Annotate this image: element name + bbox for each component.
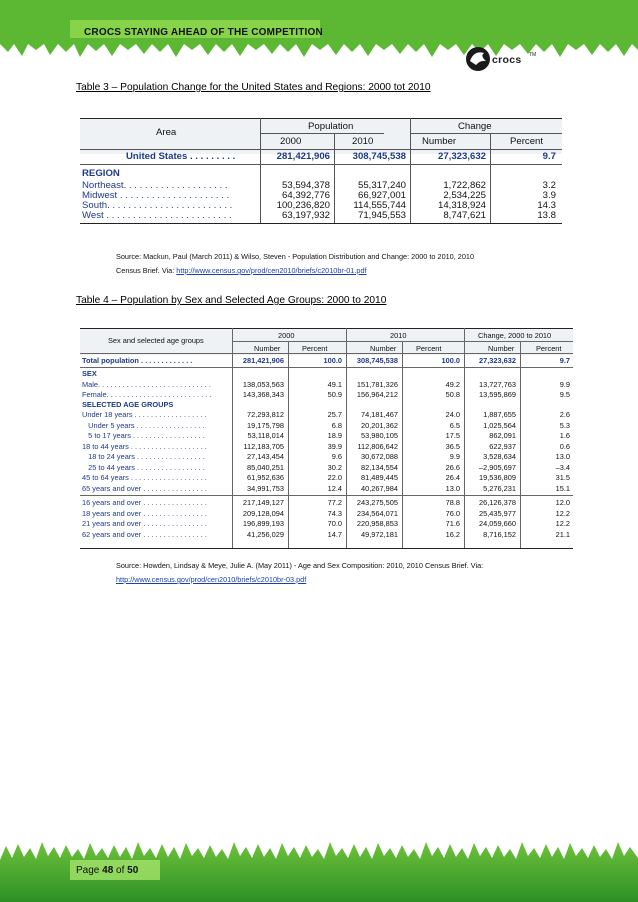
table3-header-divider <box>410 133 562 134</box>
table3-cell: 1,722,862 <box>443 180 486 191</box>
table4-header-number: Number <box>488 344 515 353</box>
crocs-logo-tm: TM <box>529 52 537 58</box>
table4-cell: 234,564,071 <box>356 508 398 518</box>
table3-us-2010: 308,745,538 <box>352 151 406 162</box>
page-number-current: 48 <box>102 865 114 876</box>
table4-col-divider <box>464 328 465 548</box>
table3-header-bottom <box>80 149 562 150</box>
table4-cell: 622,937 <box>489 441 516 451</box>
table4-cell: 862,091 <box>489 431 516 440</box>
table4-col-divider <box>288 341 289 548</box>
table4-header-number: Number <box>254 344 281 353</box>
table4-cell: 30,672,088 <box>361 452 398 461</box>
table4-row-label: 18 to 44 years . . . . . . . . . . . . . . . . . . . <box>82 441 207 451</box>
document-header-title: CROCS STAYING AHEAD OF THE COMPETITION <box>84 27 323 38</box>
table3-cell: 114,555,744 <box>353 200 406 211</box>
table4-cell: 12.0 <box>555 498 570 507</box>
table4-cell: 8,716,152 <box>483 529 516 539</box>
crocs-logo-text: crocs <box>492 54 522 66</box>
table3-source-line1: Source: Mackun, Paul (March 2011) & Wilso, Steven - Population Distribution and Change: 2000 to 2010, 2010 <box>116 252 475 261</box>
table4-divider <box>80 367 573 368</box>
table4-row-label: 21 years and over . . . . . . . . . . . . . . . . <box>82 519 207 528</box>
table3-source-line2 <box>116 264 474 278</box>
table4-row-label: Total population . . . . . . . . . . . . . <box>82 356 193 365</box>
table4-source-line2 <box>116 573 483 587</box>
table3-cell: 100,236,820 <box>276 200 330 211</box>
table4-source-line1: Source: Howden, Lindsay & Meye, Julie A. (May 2011) - Age and Sex Composition: 2010, 2010 Census Brief. Via: <box>116 561 484 570</box>
table3-cell: 8,747,621 <box>443 210 486 221</box>
table4-cell: 26.6 <box>445 462 460 472</box>
table4-cell: 81,489,445 <box>361 473 398 482</box>
table4-cell: 13.0 <box>445 483 460 493</box>
table4-cell: 217,149,127 <box>242 498 284 507</box>
table4-cell: 76.0 <box>445 508 460 518</box>
table4-row-label: Under 5 years . . . . . . . . . . . . . . . . . <box>82 420 205 430</box>
table4-cell: 50.8 <box>445 389 460 399</box>
table4-row-label: 25 to 44 years . . . . . . . . . . . . . . . . . <box>82 462 205 472</box>
table3-header-change: Change <box>458 121 492 132</box>
table3-source-link[interactable]: http://www.census.gov/prod/cen2010/briefs/c2010br-01.pdf <box>176 266 367 275</box>
table3-us-number: 27,323,632 <box>437 151 486 162</box>
table4-header-bottom <box>80 353 573 354</box>
table4-cell: 36.5 <box>445 441 460 451</box>
table4-cell: 27,143,454 <box>247 452 284 461</box>
table4-header-percent: Percent <box>536 344 562 353</box>
table3-cell: 14.3 <box>537 200 556 211</box>
table4-section-title: SELECTED AGE GROUPS <box>82 399 174 409</box>
table4-cell: 1,887,655 <box>483 410 516 419</box>
table4-source-link[interactable]: http://www.census.gov/prod/cen2010/briefs/c2010br-03.pdf <box>116 575 307 584</box>
table4-cell: 138,053,563 <box>242 379 284 389</box>
table4-cell: 74,181,467 <box>361 410 398 419</box>
table4-cell: 12.2 <box>555 508 570 518</box>
table4-header-change: Change, 2000 to 2010 <box>478 331 552 340</box>
table3-population-change <box>80 115 562 225</box>
table4-cell: 12.4 <box>327 483 342 493</box>
table3-header-divider <box>260 133 384 134</box>
page-number-total: 50 <box>127 865 139 876</box>
table4-cell: 53,980,105 <box>361 431 398 440</box>
table4-cell: 16.2 <box>445 529 460 539</box>
table3-row-label: South. . . . . . . . . . . . . . . . . . . . . . . . <box>82 200 233 211</box>
table4-cell: 9.5 <box>559 389 570 399</box>
table4-cell: 78.8 <box>445 498 460 507</box>
table3-cell: 14,318,924 <box>437 200 486 211</box>
table4-cell: 18.9 <box>327 431 342 440</box>
table3-cell: 53,594,378 <box>281 180 330 191</box>
table3-header-2010: 2010 <box>352 136 374 147</box>
table4-source <box>116 559 483 587</box>
table4-cell: –3.4 <box>555 462 570 472</box>
table4-cell: 24.0 <box>445 410 460 419</box>
table4-cell: 19,536,809 <box>479 473 516 482</box>
table3-us-percent: 9.7 <box>542 151 556 162</box>
table4-cell: 143,368,343 <box>242 389 284 399</box>
table4-cell: 70.0 <box>327 519 342 528</box>
table4-header-col0: Sex and selected age groups <box>108 336 204 345</box>
table4-cell: 50.9 <box>327 389 342 399</box>
table4-bottom-rule <box>80 548 573 549</box>
table4-row-label: 5 to 17 years . . . . . . . . . . . . . . . . . . <box>82 431 205 440</box>
table4-cell: 71.6 <box>445 519 460 528</box>
table4-cell: 112,806,642 <box>357 441 398 451</box>
page-number-prefix: Page <box>76 865 103 876</box>
table4-cell: –2,905,697 <box>479 462 516 472</box>
table3-row-label: Northeast. . . . . . . . . . . . . . . . . . . . <box>82 180 228 191</box>
table4-cell: 22.0 <box>327 473 342 482</box>
table4-col-divider <box>346 328 347 548</box>
table4-cell: 49.1 <box>327 379 342 389</box>
table4-cell: 0.6 <box>559 441 570 451</box>
table3-cell: 3.2 <box>542 180 556 191</box>
table3-us-2000: 281,421,906 <box>276 151 330 162</box>
table3-header-area: Area <box>156 127 177 138</box>
table4-row-label: 62 years and over . . . . . . . . . . . . . . . . <box>82 529 207 539</box>
table4-cell: 61,952,636 <box>247 473 284 482</box>
table4-header-percent: Percent <box>416 344 442 353</box>
table3-source-prefix: Census Brief. Via: <box>116 266 177 275</box>
table3-us-label: United States . . . . . . . . . <box>126 151 236 162</box>
table4-cell: 243,275,505 <box>356 498 398 507</box>
table4-cell: 74.3 <box>327 508 342 518</box>
table4-cell: 281,421,906 <box>242 356 284 365</box>
table3-col-divider <box>490 133 491 223</box>
table4-cell: 100.0 <box>441 356 460 365</box>
table4-cell: 41,256,029 <box>247 529 284 539</box>
table3-us-bottom <box>80 164 562 165</box>
table3-header-population: Population <box>308 121 354 132</box>
table4-cell: 1,025,564 <box>483 420 516 430</box>
table4-cell: 220,958,853 <box>356 519 398 528</box>
table4-row-label: 16 years and over . . . . . . . . . . . . . . . . <box>82 498 207 507</box>
table4-cell: 77.2 <box>327 498 342 507</box>
table4-cell: 112,183,705 <box>243 441 284 451</box>
table4-cell: 39.9 <box>327 441 342 451</box>
table4-cell: 85,040,251 <box>247 462 284 472</box>
table4-header-percent: Percent <box>302 344 328 353</box>
table3-heading: Table 3 – Population Change for the United States and Regions: 2000 tot 2010 <box>76 82 431 93</box>
table4-row-label: 65 years and over . . . . . . . . . . . . . . . . <box>82 483 207 493</box>
table4-cell: 82,134,554 <box>361 462 398 472</box>
table3-source <box>116 250 474 278</box>
table4-cell: 5.3 <box>559 420 570 430</box>
table4-cell: 151,781,326 <box>356 379 398 389</box>
table3-cell: 2,534,225 <box>443 190 486 201</box>
table3-row-label: West . . . . . . . . . . . . . . . . . . . . . . . . <box>82 210 232 221</box>
table3-cell: 13.8 <box>537 210 556 221</box>
table4-cell: 13,727,763 <box>479 379 516 389</box>
table4-cell: 49,972,181 <box>361 529 398 539</box>
table4-row-label: Under 18 years . . . . . . . . . . . . . . . . . . <box>82 410 207 419</box>
table4-cell: 13,595,869 <box>479 389 516 399</box>
table4-cell: 196,899,193 <box>242 519 284 528</box>
table4-cell: 3,528,634 <box>483 452 516 461</box>
table4-cell: 1.6 <box>559 431 570 440</box>
table4-cell: 20,201,362 <box>361 420 398 430</box>
table4-cell: 156,964,212 <box>356 389 398 399</box>
table4-cell: 27,323,632 <box>479 356 516 365</box>
table4-cell: 14.7 <box>327 529 342 539</box>
table4-cell: 40,267,984 <box>361 483 398 493</box>
table3-bottom-rule <box>80 223 562 224</box>
table4-cell: 19,175,798 <box>247 420 284 430</box>
table4-cell: 25.7 <box>327 410 342 419</box>
table4-cell: 30.2 <box>327 462 342 472</box>
table3-cell: 3.9 <box>542 190 556 201</box>
table4-col-divider <box>520 341 521 548</box>
table4-row-label: 18 years and over . . . . . . . . . . . . . . . . <box>82 508 207 518</box>
table4-cell: 31.5 <box>555 473 570 482</box>
table3-col-divider <box>410 118 411 223</box>
table4-cell: 5,276,231 <box>483 483 516 493</box>
table4-cell: 26,126,378 <box>479 498 516 507</box>
table4-row-label: 45 to 64 years . . . . . . . . . . . . . . . . . . . <box>82 473 207 482</box>
table3-col-divider <box>260 118 261 223</box>
table3-row-label: Midwest . . . . . . . . . . . . . . . . . . . . . <box>82 190 230 201</box>
table3-region-title: REGION <box>82 168 120 179</box>
table4-col-divider <box>232 328 233 548</box>
table4-cell: 2.6 <box>559 410 570 419</box>
table3-cell: 71,945,553 <box>357 210 406 221</box>
table4-cell: 6.5 <box>449 420 460 430</box>
table4-cell: 100.0 <box>323 356 342 365</box>
table4-cell: 53,118,014 <box>247 431 284 440</box>
table4-row-label: 18 to 24 years . . . . . . . . . . . . . . . . . <box>82 452 205 461</box>
table4-header-number: Number <box>370 344 397 353</box>
table3-cell: 66,927,001 <box>357 190 406 201</box>
table4-cell: 34,991,753 <box>247 483 284 493</box>
table4-cell: 6.8 <box>331 420 342 430</box>
table4-cell: 9.7 <box>559 356 570 365</box>
table3-header-2000: 2000 <box>280 136 302 147</box>
table4-cell: 72,293,812 <box>247 410 284 419</box>
table4-cell: 15.1 <box>555 483 570 493</box>
table3-col-divider <box>334 133 335 223</box>
table4-row-label: Female. . . . . . . . . . . . . . . . . . . . . . . . . . <box>82 389 212 399</box>
table3-cell: 55,317,240 <box>357 180 406 191</box>
table4-cell: 308,745,538 <box>356 356 398 365</box>
table4-cell: 209,128,094 <box>242 508 284 518</box>
table4-cell: 49.2 <box>445 379 460 389</box>
table4-col-divider <box>402 341 403 548</box>
table3-header-percent: Percent <box>510 136 544 147</box>
table4-cell: 9.6 <box>331 452 342 461</box>
table4-cell: 24,059,660 <box>479 519 516 528</box>
table4-cell: 17.5 <box>445 431 460 440</box>
table4-cell: 12.2 <box>555 519 570 528</box>
page-number-middle: of <box>113 865 128 876</box>
table4-cell: 9.9 <box>559 379 570 389</box>
table4-cell: 9.9 <box>449 452 460 461</box>
table4-heading: Table 4 – Population by Sex and Selected Age Groups: 2000 to 2010 <box>76 295 387 306</box>
table4-population-by-sex-age <box>80 328 573 550</box>
table4-divider <box>80 495 573 496</box>
table4-row-label: Male. . . . . . . . . . . . . . . . . . . . . . . . . . . . <box>82 379 211 389</box>
table4-cell: 25,435,977 <box>479 508 516 518</box>
table3-header-number: Number <box>422 136 457 147</box>
table4-section-title: SEX <box>82 369 97 378</box>
table4-header-2010: 2010 <box>390 331 407 340</box>
table3-cell: 64,392,776 <box>281 190 330 201</box>
table4-cell: 13.0 <box>555 452 570 461</box>
table4-cell: 21.1 <box>555 529 570 539</box>
page-number <box>76 865 138 876</box>
table3-cell: 63,197,932 <box>281 210 330 221</box>
table4-header-2000: 2000 <box>278 331 295 340</box>
table4-cell: 26.4 <box>445 473 460 482</box>
